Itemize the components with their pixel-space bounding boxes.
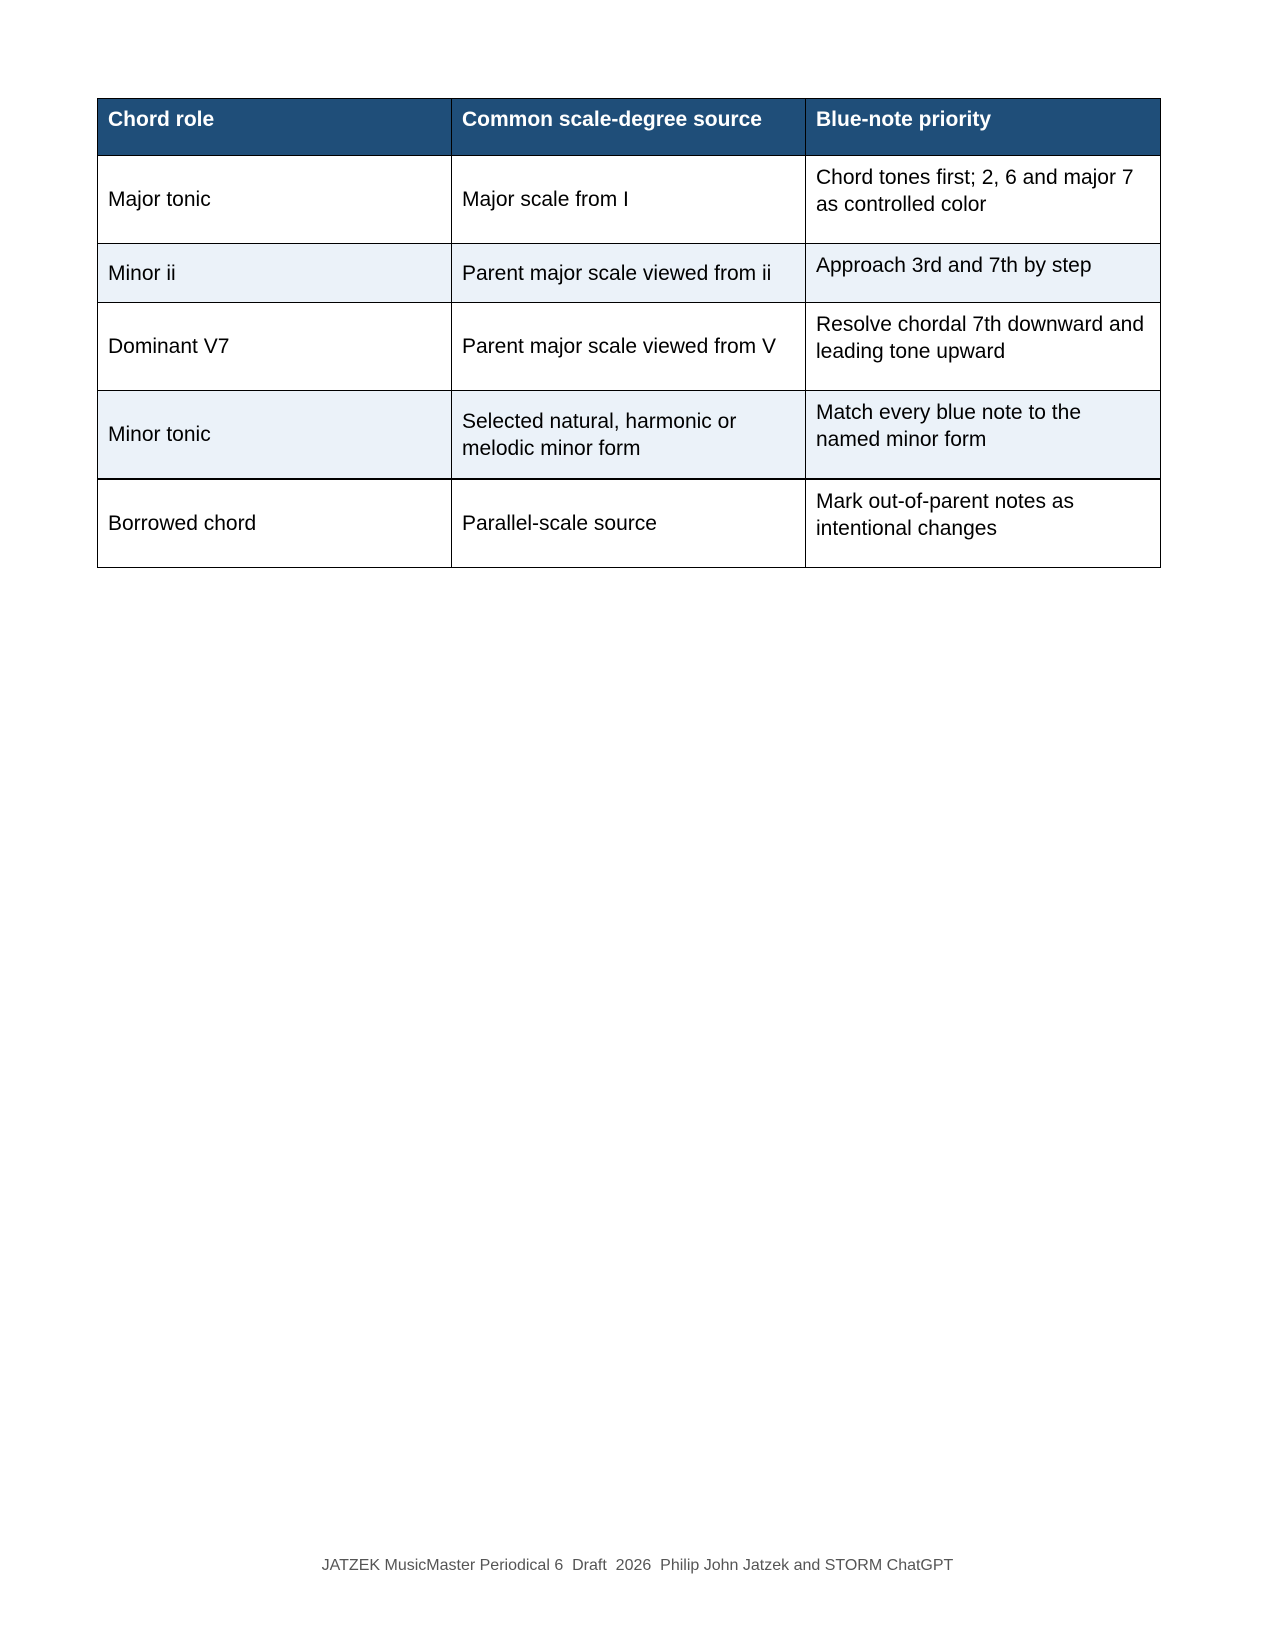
- cell-blue-note-priority: Match every blue note to the named minor form: [806, 391, 1161, 480]
- header-chord-role: Chord role: [98, 99, 452, 156]
- cell-chord-role: Borrowed chord: [98, 479, 452, 568]
- cell-blue-note-priority: Chord tones first; 2, 6 and major 7 as controlled color: [806, 156, 1161, 244]
- cell-blue-note-priority: Resolve chordal 7th downward and leading tone upward: [806, 303, 1161, 391]
- header-scale-degree-source: Common scale-degree source: [452, 99, 806, 156]
- header-blue-note-priority: Blue-note priority: [806, 99, 1161, 156]
- page-footer: JATZEK MusicMaster Periodical 6 Draft 2026 Philip John Jatzek and STORM ChatGPT: [321, 1557, 954, 1574]
- cell-chord-role: Minor tonic: [98, 391, 452, 480]
- chord-role-table: [97, 98, 1161, 568]
- cell-chord-role: Dominant V7: [98, 303, 452, 391]
- table-header-row: [98, 99, 1161, 156]
- cell-blue-note-priority: Approach 3rd and 7th by step: [806, 244, 1161, 303]
- cell-scale-degree-source: Selected natural, harmonic or melodic minor form: [452, 391, 806, 480]
- cell-chord-role: Major tonic: [98, 156, 452, 244]
- cell-scale-degree-source: Parallel-scale source: [452, 479, 806, 568]
- cell-blue-note-priority: Mark out-of-parent notes as intentional changes: [806, 479, 1161, 568]
- cell-scale-degree-source: Major scale from I: [452, 156, 806, 244]
- table-row: [98, 391, 1161, 480]
- cell-scale-degree-source: Parent major scale viewed from ii: [452, 244, 806, 303]
- table-row: [98, 156, 1161, 244]
- table-row: [98, 244, 1161, 303]
- table-row: [98, 479, 1161, 568]
- cell-scale-degree-source: Parent major scale viewed from V: [452, 303, 806, 391]
- table-row: [98, 303, 1161, 391]
- cell-chord-role: Minor ii: [98, 244, 452, 303]
